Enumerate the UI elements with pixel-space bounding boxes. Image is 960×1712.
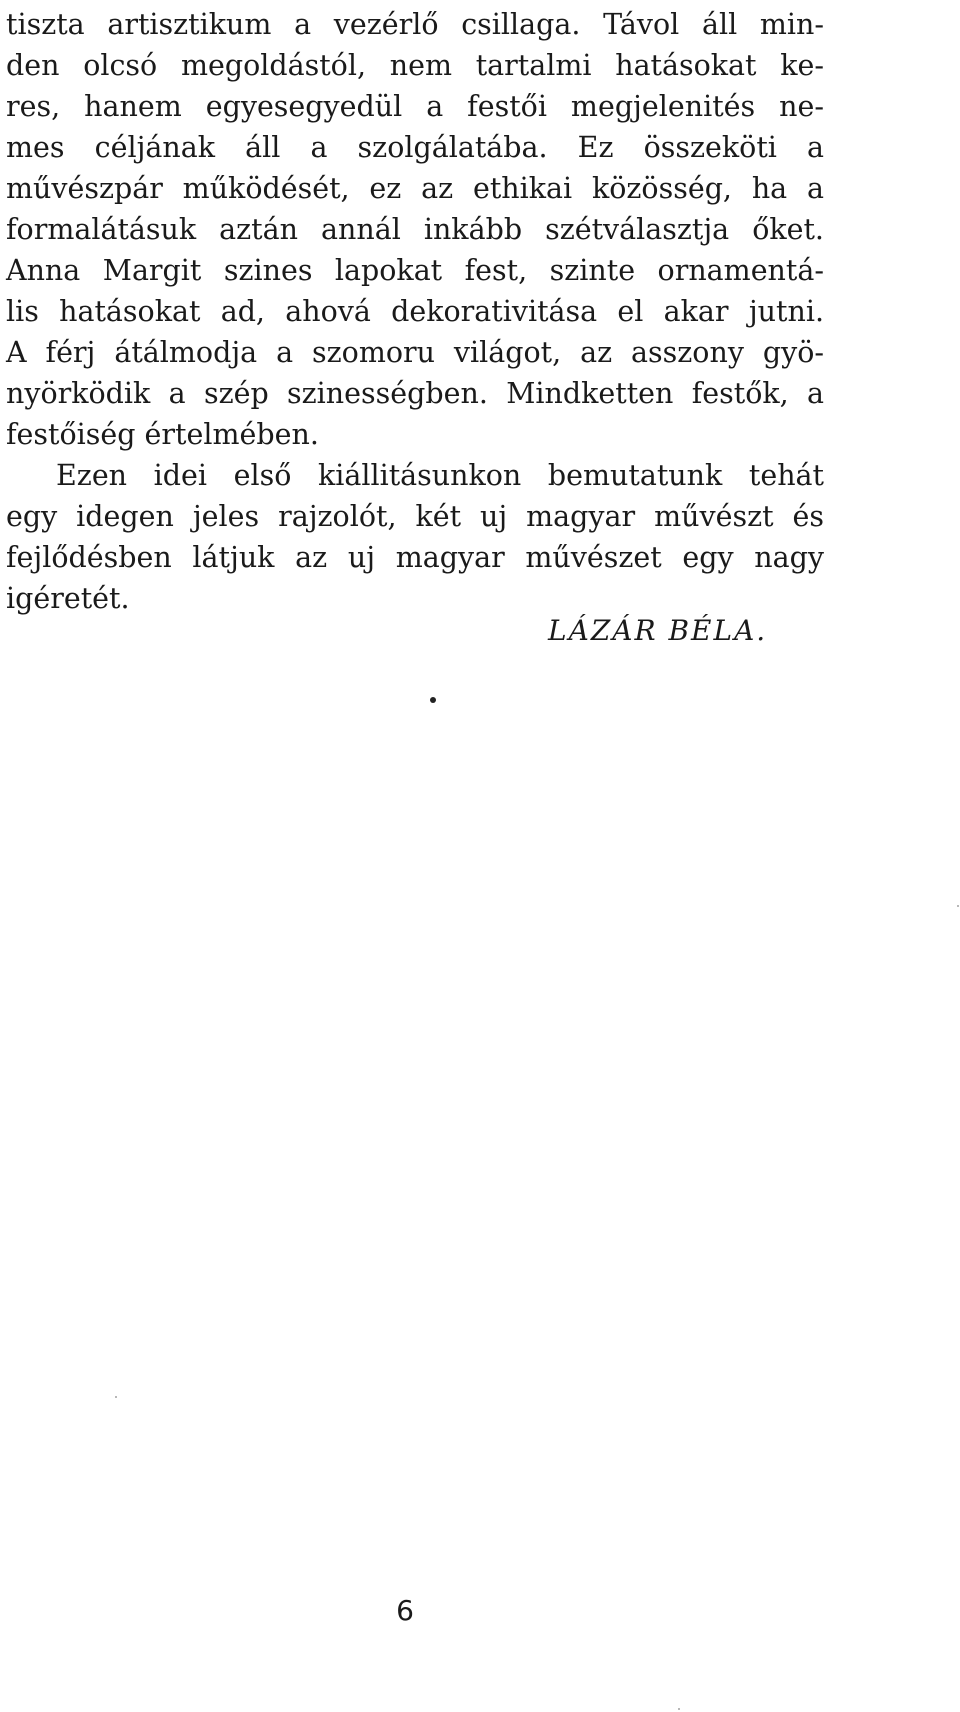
ornament-dot	[430, 697, 436, 703]
page-number: 6	[396, 1594, 414, 1627]
text-line: tiszta artisztikum a vezérlő csillaga. Távol áll min-	[6, 8, 824, 41]
text-line: fejlődésben látjuk az uj magyar művészet egy nagy	[6, 541, 824, 574]
text-line: igéretét.	[6, 582, 130, 615]
text-line: festőiség értelmében.	[6, 418, 319, 451]
text-line: res, hanem egyesegyedül a festői megjelenités ne-	[6, 90, 824, 123]
author-signature: LÁZÁR BÉLA.	[548, 614, 768, 647]
text-line: művészpár működését, ez az ethikai közösség, ha a	[6, 172, 824, 205]
text-line: mes céljának áll a szolgálatába. Ez összeköti a	[6, 131, 824, 164]
text-line: den olcsó megoldástól, nem tartalmi hatásokat ke-	[6, 49, 824, 82]
text-line: nyörködik a szép szinességben. Mindketten festők, a	[6, 377, 824, 410]
text-line: Anna Margit szines lapokat fest, szinte ornamentá-	[6, 254, 824, 287]
text-line: lis hatásokat ad, ahová dekorativitása el akar jutni.	[6, 295, 824, 328]
text-line-indented: Ezen idei első kiállitásunkon bemutatunk tehát	[56, 459, 824, 492]
text-line: egy idegen jeles rajzolót, két uj magyar művészt és	[6, 500, 824, 533]
text-line: A férj átálmodja a szomoru világot, az asszony gyö-	[6, 336, 824, 369]
scan-speck	[957, 905, 959, 907]
text-line: formalátásuk aztán annál inkább szétválasztja őket.	[6, 213, 824, 246]
scan-speck	[115, 1396, 117, 1398]
scan-speck	[678, 1708, 680, 1710]
